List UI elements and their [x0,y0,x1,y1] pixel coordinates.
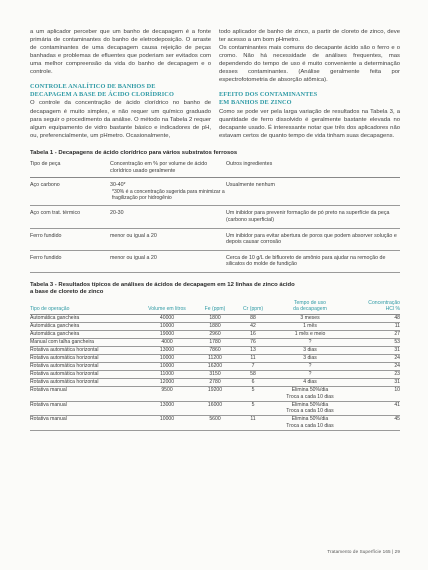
text-columns [30,28,400,140]
table-cell: 7860 [194,347,236,355]
table-cell: 45 [350,416,400,431]
table-cell: Ferro fundido [30,250,110,272]
table-cell: 13000 [140,347,194,355]
table-cell: 4000 [140,339,194,347]
left-column [30,28,211,140]
section-heading-efeito: EFEITO DOS CONTAMINANTES EM BANHOS DE ZINCO [219,91,318,106]
table-cell: Automática gancheira [30,315,140,323]
table-cell: Rotativa manual [30,416,140,431]
left-intro-paragraph: a um aplicador perceber que um banho de decapagem é a fonte primária de contaminantes do banho de eletrodeposição. O arraste de contaminantes de uma decapagem causa rejeição de peças banhadas e problemas de efluentes que poderiam ser evitados com uma melhor compreensão da vida do banho de decapagem e o controle. [30,29,211,76]
table-cell: 16 [236,331,270,339]
table-cell: Rotativa manual [30,401,140,416]
table-cell: Rotativa automática horizontal [30,355,140,363]
table-row [30,206,400,228]
table-cell: 27 [350,331,400,339]
table1 [30,159,400,273]
table-cell: Manual com talha gancheira [30,339,140,347]
right-column [219,28,400,140]
table3-header-cell: Volume em litros [140,300,194,315]
table-cell: Rotativa automática horizontal [30,363,140,371]
table-row [30,347,400,355]
table-row [30,339,400,347]
table-row [30,386,400,401]
table-cell: Rotativa manual [30,386,140,401]
table-row [30,401,400,416]
table-cell: 11000 [140,371,194,379]
table-cell: 3150 [194,371,236,379]
table-row [30,178,400,206]
right-contaminants-paragraph: Os contaminantes mais comuns do decapante ácido são o ferro e o cromo. Não há necessidade de análises frequentes, mas dependendo do tempo de uso é muito conveniente a determinação desses contaminantes. (Análise geralmente feita por espectrofotometria de absorção atômica). [219,45,400,84]
table-cell: Um inibidor para prevenir formação de pó preto na superfície da peça (carbono superficial) [226,206,400,228]
table-cell: 1 mês e meio [270,331,350,339]
table-cell: 41 [350,401,400,416]
table-cell: 6 [236,379,270,387]
table-cell: 40000 [140,315,194,323]
table-cell: 76 [236,339,270,347]
table-row [30,250,400,272]
table-cell: 16200 [194,363,236,371]
table-cell: 1800 [194,315,236,323]
table-cell: 1880 [194,323,236,331]
table-cell: 48 [350,315,400,323]
table-cell: 10000 [140,323,194,331]
right-intro-paragraph: todo aplicador de banho de zinco, a partir de cloreto de zinco, deve ter acesso a um bom pHmetro. [219,29,400,44]
table-cell: Rotativa automática horizontal [30,379,140,387]
table-cell: Aço carbono [30,178,110,206]
table-cell: 5600 [194,416,236,431]
table-row [30,331,400,339]
table-cell: 31 [350,347,400,355]
table-cell: 24 [350,363,400,371]
table-cell: Ferro fundido [30,228,110,250]
section-heading-analitico: CONTROLE ANALÍTICO DE BANHOS DE DECAPAGEM A BASE DE ÁCIDO CLORÍDRICO [30,83,174,98]
table-cell: Elimina 50%/dia Troca a cada 10 dias [270,401,350,416]
table1-header-row [30,159,400,178]
table-cell: 2780 [194,379,236,387]
table-cell: 9500 [140,386,194,401]
table-cell: 3 meses [270,315,350,323]
table-cell: 31 [350,379,400,387]
table-row [30,323,400,331]
table3-body [30,315,400,430]
table-cell: 3 dias [270,347,350,355]
table-cell: Rotativa automática horizontal [30,371,140,379]
table-cell: 10000 [140,363,194,371]
table-cell: 23 [350,371,400,379]
table-cell: 4 dias [270,379,350,387]
table-cell: 1 mês [270,323,350,331]
table-cell: Elimina 50%/dia Troca a cada 10 dias [270,386,350,401]
table-cell: Cerca de 10 g/L de bifluoreto de amônio para ajudar na remoção de silicatos do molde de fundição [226,250,400,272]
table-cell: 10000 [140,355,194,363]
table-cell: 16000 [194,401,236,416]
table-cell: 11 [350,323,400,331]
table-cell: 2960 [194,331,236,339]
table-row [30,315,400,323]
left-body-paragraph: O controle da concentração de ácido clorídrico no banho de decapagem é muito simples, e não requer um químico graduado para seguir o procedimento da análise. O método na Tabela 2 requer algum equipamento de vidro bastante básico e indicadores de pH, ou, preferencialmente, um pHmetro. Ocasionalmente, [30,100,211,139]
table-cell: 10 [350,386,400,401]
table-cell: 19200 [194,386,236,401]
table-row [30,379,400,387]
table-cell: ? [270,339,350,347]
table-cell: ? [270,363,350,371]
table-cell: ? [270,371,350,379]
table1-header-cell: Tipo de peça [30,159,110,178]
table3-header-cell: Fe (ppm) [194,300,236,315]
table-cell: 1780 [194,339,236,347]
table1-caption: Tabela 1 - Decapagens de ácido clorídrico para vários substratos ferrosos [30,149,238,156]
table-cell: 20-30 [110,206,226,228]
table-cell: 11200 [194,355,236,363]
table-cell: Rotativa automática horizontal [30,347,140,355]
table1-header-cell: Concentração em % por volume de ácido clorídrico usado geralmente [110,159,226,178]
table-cell: 11 [236,416,270,431]
table-cell: Automática gancheira [30,331,140,339]
right-body-paragraph: Como se pode ver pela larga variação de resultados na Tabela 3, a quantidade de ferro dissolvido é geralmente bastante elevada no decapante usado. É interessante notar que três dos aplicadores não estavam certos de quanto tempo de vida tinham suas decapagens. [219,108,400,139]
table-cell: 3 dias [270,355,350,363]
table-cell: 10000 [140,416,194,431]
table3-header-row [30,300,400,315]
table1-footnote: *30% é a concentração sugerida para minimizar a fragilização por hidrogênio [112,188,225,202]
table3-caption: Tabela 3 - Resultados típicos de análises de ácidos de decapagem em 12 linhas de zinco ácido a base de cloreto de zinco [30,282,295,296]
table-cell: 19000 [140,331,194,339]
table-row [30,355,400,363]
table-cell: 42 [236,323,270,331]
table-cell: 88 [236,315,270,323]
table3-header-cell: Tipo de operação [30,300,140,315]
table-cell: menor ou igual a 20 [110,250,226,272]
table-cell: 30-40* *30% é a concentração sugerida para minimizar a fragilização por hidrogênio [110,178,226,206]
table-cell: 5 [236,401,270,416]
table-cell: 53 [350,339,400,347]
table-cell: Elimina 50%/dia Troca a cada 10 dias [270,416,350,431]
table-cell: 5 [236,386,270,401]
table-cell: 11 [236,355,270,363]
document-page [30,28,400,431]
table-cell: Aço com trat. térmico [30,206,110,228]
page-footer: Tratamento de Superfície 165 | 29 [327,549,400,554]
table-cell: 13 [236,347,270,355]
table-row [30,363,400,371]
table-cell: 7 [236,363,270,371]
table3-header-cell: Cr (ppm) [236,300,270,315]
table-row [30,371,400,379]
table3 [30,300,400,431]
table-cell: 12000 [140,379,194,387]
table-cell: Automática gancheira [30,323,140,331]
table-cell: 58 [236,371,270,379]
table-cell: 13000 [140,401,194,416]
table-row [30,228,400,250]
table3-header-cell: Tempo de uso da decapagem [270,300,350,315]
table-cell: 24 [350,355,400,363]
table3-header-cell: Concentração HCl % [350,300,400,315]
table-row [30,416,400,431]
table1-header-cell: Outros ingredientes [226,159,400,178]
table-cell: Um inibidor para evitar abertura de poros que podem absorver solução e depois causar corrosão [226,228,400,250]
table-cell: menor ou igual a 20 [110,228,226,250]
table-cell: Usualmente nenhum [226,178,400,206]
